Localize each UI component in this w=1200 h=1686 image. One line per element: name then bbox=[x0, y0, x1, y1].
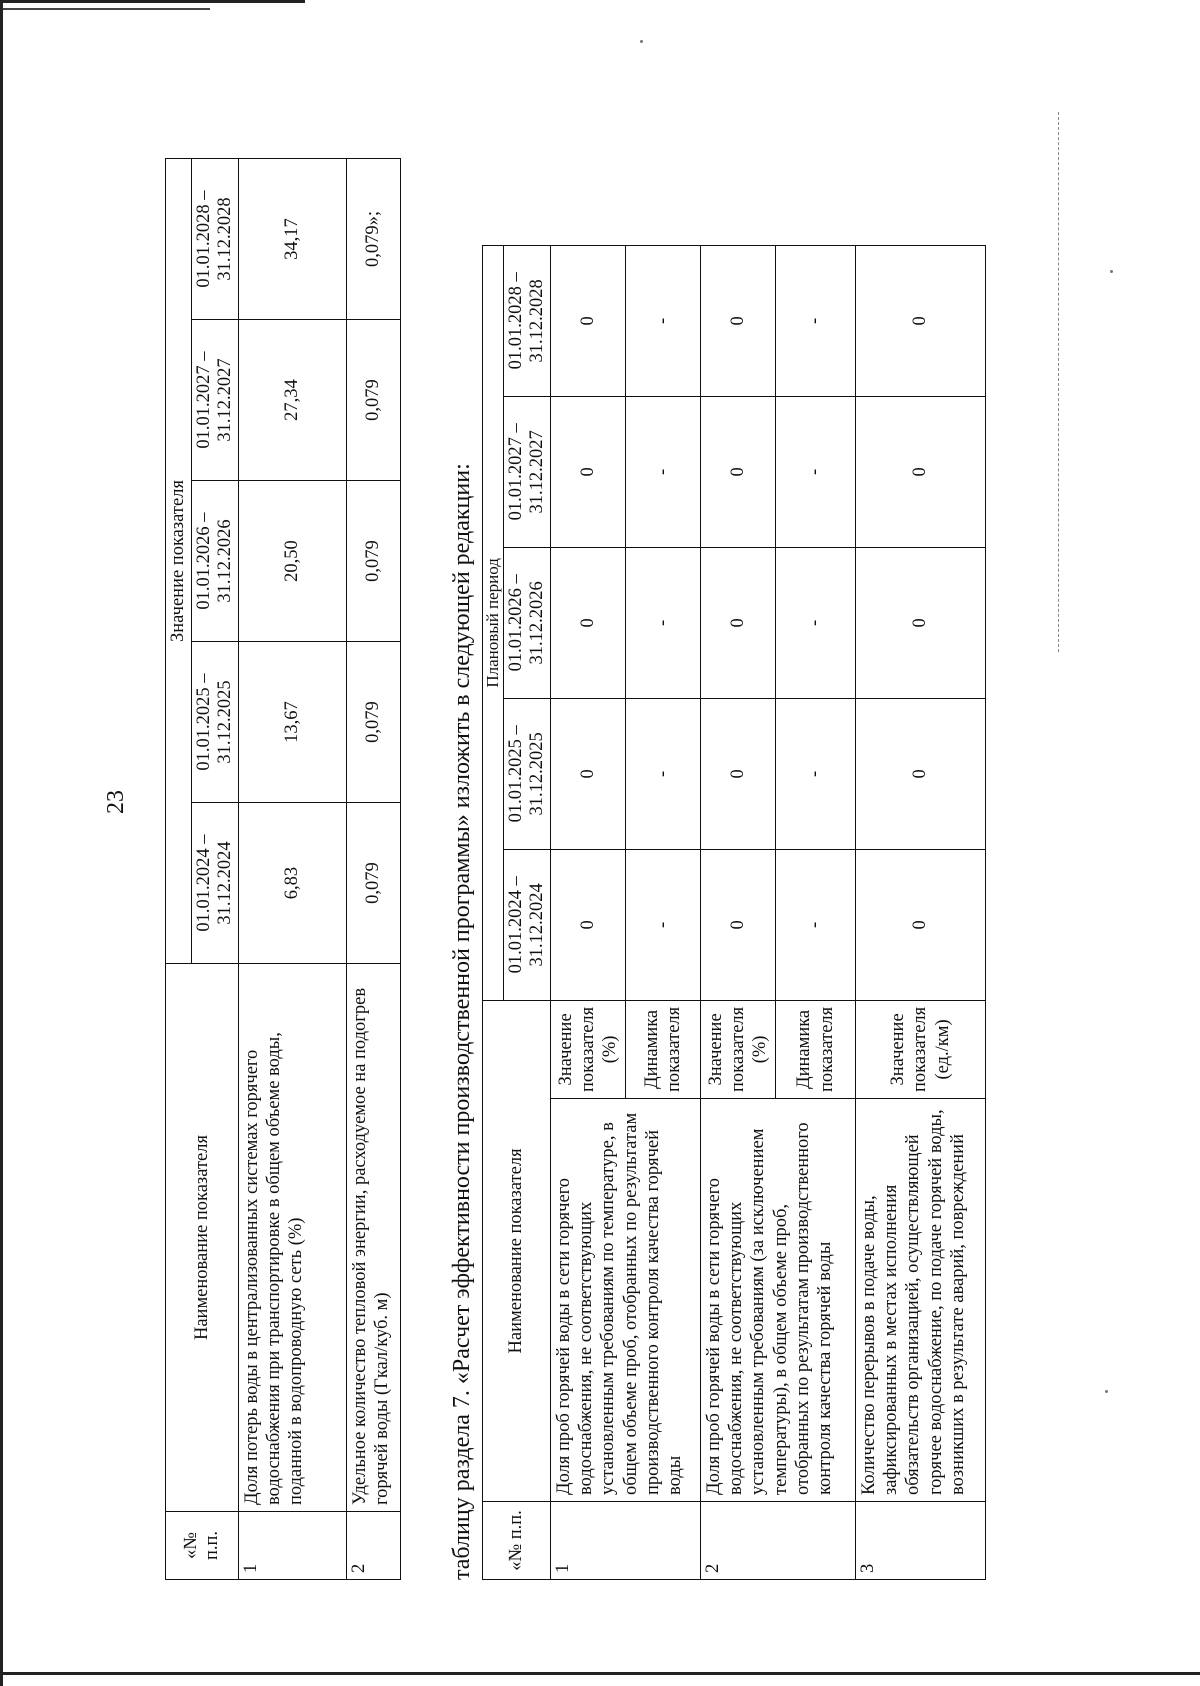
row-value: - bbox=[776, 547, 856, 698]
period-header: 01.01.2025 – 31.12.2025 bbox=[192, 642, 239, 803]
row-name: Доля потерь воды в централизованных системах горячего водоснабжения при транспортировке в общем объеме воды, поданной в водопроводную сеть (%) bbox=[239, 964, 347, 1512]
row-value: 0 bbox=[856, 849, 986, 1000]
row-value: 0 bbox=[856, 396, 986, 547]
row-name: Количество перерывов в подаче воды, зафиксированных в местах исполнения обязательств организацией, осуществляющей горячее водоснабжение, по подаче горячей воды, возникших в результате аварий, повреждений bbox=[856, 1099, 986, 1502]
row-value: 0 bbox=[551, 849, 626, 1000]
row-unit: Динамика показателя bbox=[776, 1000, 856, 1098]
period-header: 01.01.2024 – 31.12.2024 bbox=[192, 803, 239, 964]
row-value: 0,079 bbox=[347, 803, 401, 964]
row-name: Удельное количество тепловой энергии, расходуемое на подогрев горячей воды (Гкал/куб. м) bbox=[347, 964, 401, 1512]
row-value: 20,50 bbox=[239, 481, 347, 642]
row-value: 0 bbox=[701, 245, 776, 396]
row-value: 0 bbox=[551, 396, 626, 547]
row-unit: Значение показателя (%) bbox=[701, 1000, 776, 1098]
period-header: 01.01.2027 – 31.12.2027 bbox=[192, 320, 239, 481]
header-name: Наименование показателя bbox=[166, 964, 239, 1512]
row-value: 0 bbox=[856, 245, 986, 396]
row-value: 34,17 bbox=[239, 159, 347, 320]
row-unit: Динамика показателя bbox=[626, 1000, 701, 1098]
row-value: 0,079 bbox=[347, 481, 401, 642]
program-efficiency-table bbox=[482, 245, 986, 1580]
row-value: 0,079»; bbox=[347, 159, 401, 320]
row-value: - bbox=[626, 245, 701, 396]
row-value: 0,079 bbox=[347, 320, 401, 481]
table1-header-row bbox=[166, 159, 192, 1580]
period-header: 01.01.2028 – 31.12.2028 bbox=[192, 159, 239, 320]
section-caption: таблицу раздела 7. «Расчет эффективности производственной программы» изложить в следующей редакции: bbox=[449, 463, 475, 1580]
scan-edge-top-2 bbox=[0, 8, 210, 10]
row-unit: Значение показателя (ед./км) bbox=[856, 1000, 986, 1098]
scan-dotted-line bbox=[1058, 112, 1060, 652]
table2-header-row bbox=[483, 245, 504, 1579]
scan-edge-top bbox=[0, 0, 305, 3]
row-value: - bbox=[626, 849, 701, 1000]
row-num: 2 bbox=[347, 1512, 401, 1580]
row-num: 1 bbox=[239, 1512, 347, 1580]
scan-edge-bottom bbox=[0, 1672, 1200, 1675]
period-header: 01.01.2026 – 31.12.2026 bbox=[192, 481, 239, 642]
row-value: 0 bbox=[856, 547, 986, 698]
period-header: 01.01.2025 – 31.12.2025 bbox=[504, 698, 551, 849]
row-value: 6,83 bbox=[239, 803, 347, 964]
page-number: 23 bbox=[103, 790, 129, 814]
table-row bbox=[239, 159, 347, 1580]
row-num: 1 bbox=[551, 1502, 701, 1580]
scan-speck bbox=[1105, 1390, 1108, 1393]
row-value: 0 bbox=[701, 698, 776, 849]
row-value: - bbox=[776, 396, 856, 547]
rotated-page-content bbox=[103, 85, 1045, 1580]
header-num: «№ п.п. bbox=[166, 1512, 239, 1580]
row-value: - bbox=[626, 547, 701, 698]
row-value: - bbox=[776, 245, 856, 396]
table-row bbox=[551, 245, 626, 1579]
period-header: 01.01.2027 – 31.12.2027 bbox=[504, 396, 551, 547]
row-num: 2 bbox=[701, 1502, 856, 1580]
row-name: Доля проб горячей воды в сети горячего водоснабжения, не соответствующих установленным требованиям по температуре, в общем объеме проб, отобранных по результатам производственного контроля качества горячей воды bbox=[551, 1099, 701, 1502]
row-value: 0 bbox=[701, 547, 776, 698]
row-value: 0 bbox=[701, 396, 776, 547]
row-value: 13,67 bbox=[239, 642, 347, 803]
row-value: 27,34 bbox=[239, 320, 347, 481]
row-value: - bbox=[626, 698, 701, 849]
row-value: 0 bbox=[551, 245, 626, 396]
table-row bbox=[347, 159, 401, 1580]
indicator-values-table bbox=[165, 158, 401, 1580]
row-num: 3 bbox=[856, 1502, 986, 1580]
row-name: Доля проб горячей воды в сети горячего водоснабжения, не соответствующих установленным требованиям (за исключением температуры), в общем объеме проб, отобранных по результатам производственного контроля качества горячей воды bbox=[701, 1099, 856, 1502]
period-header: 01.01.2024 – 31.12.2024 bbox=[504, 849, 551, 1000]
header-group: Значение показателя bbox=[166, 159, 192, 964]
row-value: - bbox=[776, 849, 856, 1000]
row-value: - bbox=[776, 698, 856, 849]
period-header: 01.01.2026 – 31.12.2026 bbox=[504, 547, 551, 698]
row-value: 0,079 bbox=[347, 642, 401, 803]
table-row bbox=[856, 245, 986, 1579]
row-value: 0 bbox=[551, 698, 626, 849]
table-row bbox=[701, 245, 776, 1579]
header-name: Наименование показателя bbox=[483, 1000, 551, 1501]
scan-edge-left bbox=[0, 0, 3, 1686]
row-value: 0 bbox=[551, 547, 626, 698]
row-unit: Значение показателя (%) bbox=[551, 1000, 626, 1098]
row-value: 0 bbox=[701, 849, 776, 1000]
header-group: Плановый период bbox=[483, 245, 504, 1000]
scan-speck bbox=[1110, 270, 1113, 273]
header-num: «№ п.п. bbox=[483, 1502, 551, 1580]
period-header: 01.01.2028 – 31.12.2028 bbox=[504, 245, 551, 396]
row-value: - bbox=[626, 396, 701, 547]
scan-speck bbox=[640, 40, 643, 43]
row-value: 0 bbox=[856, 698, 986, 849]
